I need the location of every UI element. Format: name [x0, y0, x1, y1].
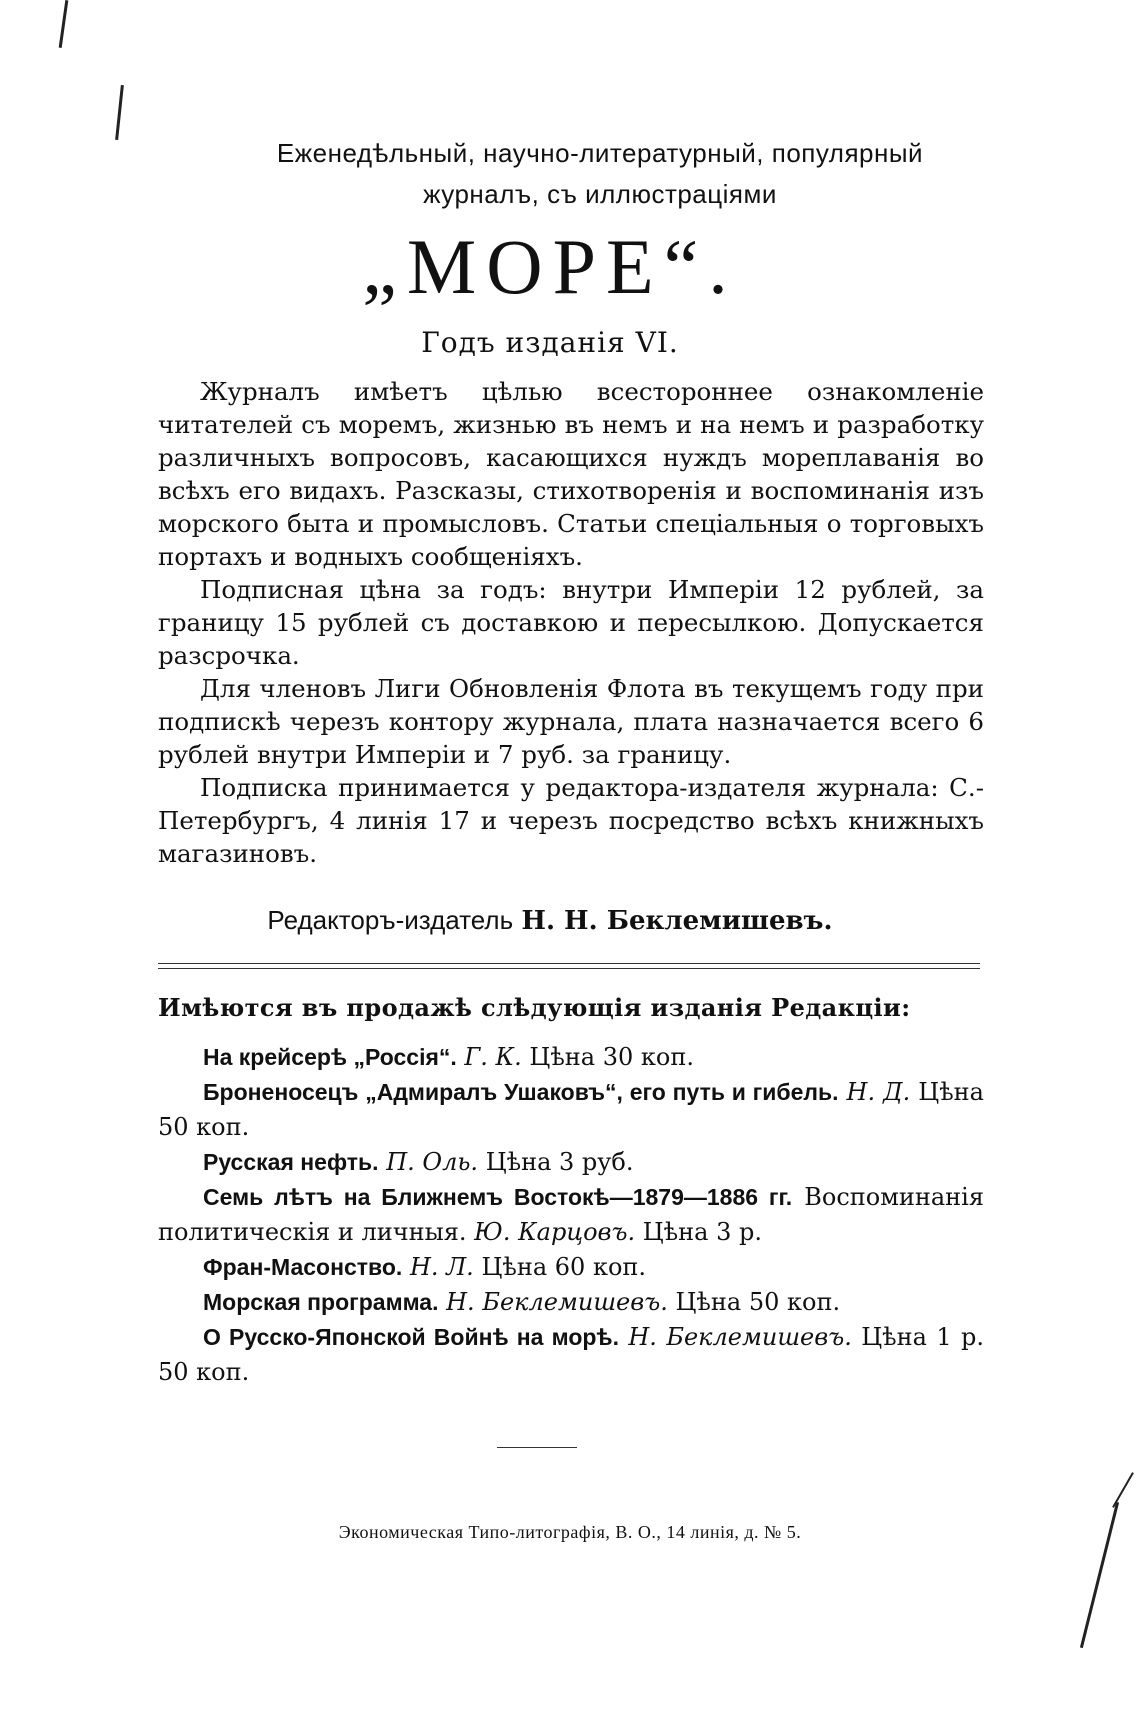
- printer-imprint: Экономическая Типо-литографія, В. О., 14 линія, д. № 5.: [338, 1522, 802, 1542]
- book-title: Броненосецъ „Адмиралъ Ушаковъ“, его путь и гибель.: [203, 1079, 839, 1105]
- book-price: Цѣна 3 руб.: [485, 1148, 634, 1176]
- book-title: Русская нефть.: [203, 1149, 379, 1175]
- paragraph-league-members: Для членовъ Лиги Обновленія Флота въ текущемъ году при подпискѣ черезъ контору журнала, плата назначается всего 6 рублей внутри Имперіи и 7 руб. за границу.: [158, 674, 984, 769]
- book-entry: [158, 1075, 984, 1145]
- book-entry: [158, 1180, 984, 1250]
- book-author: Н. Д.: [846, 1078, 911, 1106]
- book-entry: [158, 1040, 984, 1075]
- book-price: Цѣна 1 р. 50 коп.: [158, 1323, 984, 1386]
- scan-mark: [1112, 1472, 1134, 1508]
- publication-year: Годъ изданія VI.: [421, 326, 679, 359]
- book-entry: [158, 1320, 984, 1390]
- book-title: О Русско-Японской Войнѣ на морѣ.: [203, 1324, 619, 1350]
- subtitle-line-2: журналъ, съ иллюстраціями: [423, 179, 777, 209]
- description-block: [158, 375, 984, 870]
- book-author: П. Оль.: [386, 1148, 479, 1176]
- editor-name: Н. Н. Беклемишевъ.: [521, 906, 833, 936]
- book-entry: [158, 1285, 984, 1320]
- book-price: Цѣна 30 коп.: [529, 1043, 694, 1071]
- editor-line: [150, 905, 950, 936]
- book-title: Семь лѣтъ на Ближнемъ Востокѣ—1879—1886 гг.: [203, 1184, 793, 1210]
- book-description: Воспоминанія политическія и личныя.: [158, 1183, 984, 1246]
- divider-rule: [158, 968, 980, 969]
- book-title: Морская программа.: [203, 1289, 439, 1315]
- journal-title: „МОРЕ“.: [362, 223, 738, 310]
- scan-mark: [115, 85, 124, 140]
- book-author: Н. Беклемишевъ.: [628, 1323, 852, 1351]
- subtitle-line-1: Еженедѣльный, научно-литературный, популярный: [276, 138, 924, 168]
- book-price: Цѣна 60 коп.: [481, 1253, 647, 1281]
- book-price: Цѣна 50 коп.: [675, 1288, 841, 1316]
- scan-mark: [1080, 1502, 1119, 1648]
- book-author: Ю. Карцовъ.: [474, 1218, 636, 1246]
- scan-mark: [59, 0, 69, 48]
- divider-rule: [158, 963, 980, 964]
- book-price: Цѣна 50 коп.: [158, 1078, 984, 1141]
- sale-heading: Имѣются въ продажѣ слѣдующія изданія Редакціи:: [158, 993, 911, 1022]
- book-author: Г. К.: [464, 1043, 522, 1071]
- editor-label: Редакторъ-издатель: [267, 905, 514, 935]
- book-entry: [158, 1145, 984, 1180]
- book-entry: [158, 1250, 984, 1285]
- end-rule: [497, 1447, 577, 1448]
- paragraph-purpose: Журналъ имѣетъ цѣлью всестороннее ознакомленіе читателей съ моремъ, жизнью въ немъ и на немъ и разработку различныхъ вопросовъ, касающихся нуждъ мореплаванія во всѣхъ его видахъ. Разсказы, стихотворенія и воспоминанія изъ морского быта и промысловъ. Статьи спеціальныя о торговыхъ портахъ и водныхъ сообщеніяхъ.: [158, 377, 984, 571]
- book-list: [158, 1040, 984, 1390]
- book-author: Н. Л.: [409, 1253, 474, 1281]
- paragraph-subscription-price: Подписная цѣна за годъ: внутри Имперіи 12 рублей, за границу 15 рублей съ доставкою и пересылкою. Допускается разсрочка.: [158, 575, 984, 670]
- book-title: На крейсерѣ „Россія“.: [203, 1044, 457, 1070]
- book-price: Цѣна 3 р.: [642, 1218, 762, 1246]
- book-title: Фран-Масонство.: [203, 1254, 403, 1280]
- paragraph-subscription-address: Подписка принимается у редактора-издателя журнала: С.-Петербургъ, 4 линія 17 и черезъ посредство всѣхъ книжныхъ магазиновъ.: [158, 773, 984, 868]
- book-author: Н. Беклемишевъ.: [446, 1288, 668, 1316]
